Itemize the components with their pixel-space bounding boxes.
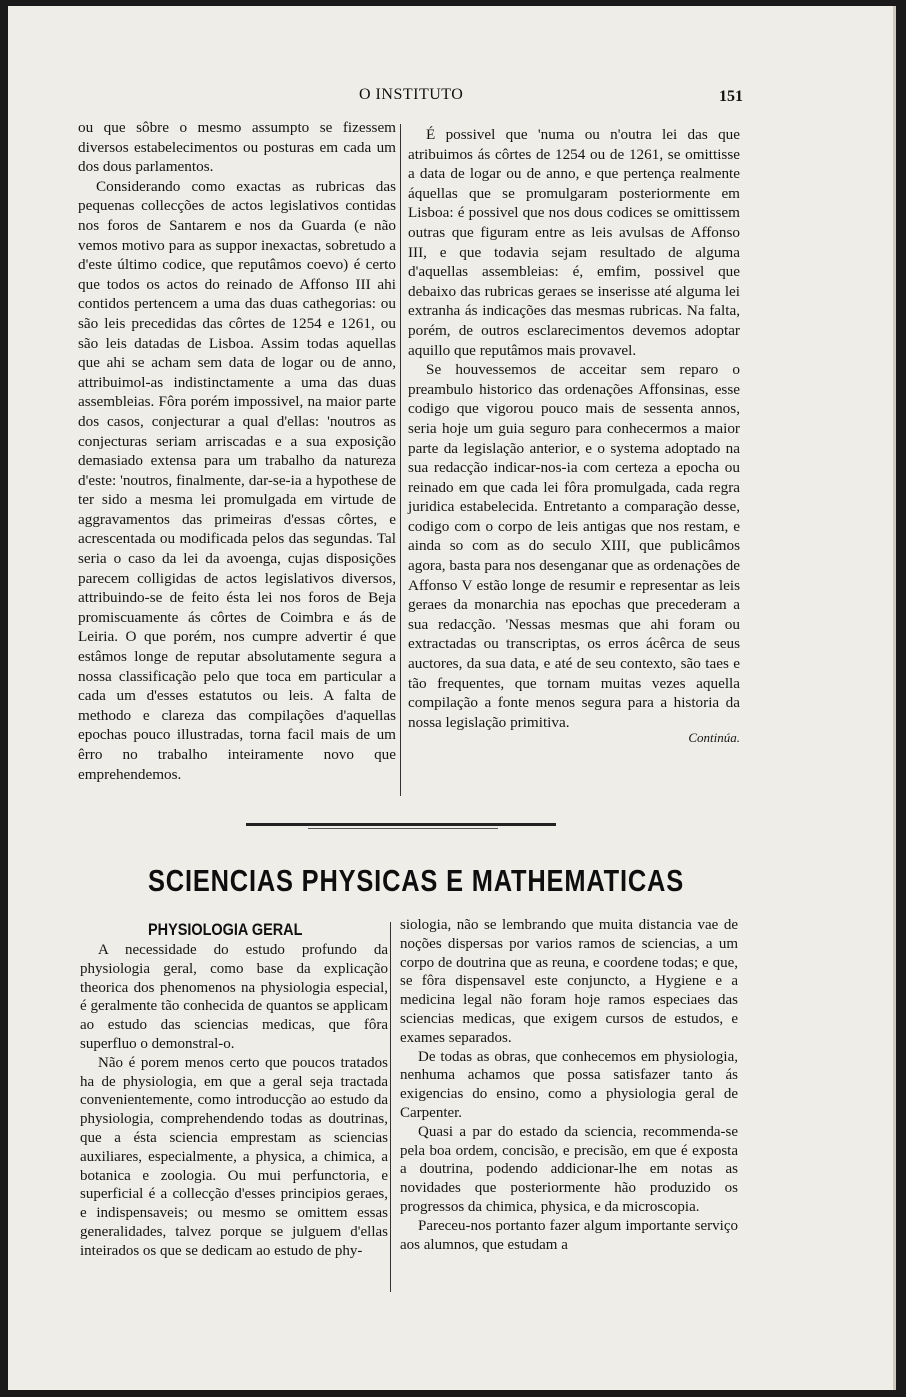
top-left-column [78, 118, 396, 798]
journal-page [8, 6, 896, 1390]
bottom-right-column [400, 916, 738, 1296]
page-edge [893, 6, 896, 1390]
paragraph: De todas as obras, que conhecemos em physiologia, nenhuma achamos que possa satisfazer tanto ás exigencias do ensino, como a physiologia geral de Carpenter. [400, 1048, 738, 1121]
page-number: 151 [719, 88, 743, 105]
section-rule [246, 823, 556, 826]
section-title: SCIENCIAS PHYSICAS E MATHEMATICAS [148, 863, 684, 898]
paragraph: Considerando como exactas as rubricas das pequenas collecções de actos legislativos contidas nos foros de Santarem e nos da Guarda (e não vemos motivo para as suppor inexactas, sobretudo a d'este último codice, que reputâmos coevo) é certo que todos os actos do reinado de Affonso III ahi contidos pertencem a uma das duas cathegorias: ou são leis precedidas das côrtes de 1254 e 1261, ou são leis datadas de Lisboa. Assim todas aquellas que ahi se acham sem data de logar ou de anno, attribuimol-as indistinctamente a uma das duas assembleias. Fôra porém impossivel, na maior parte dos casos, conjecturar a qual d'ellas: 'noutros as conjecturas seriam arriscadas e a sua exposição demasiado extensa para um trabalho da natureza d'este: 'noutros, finalmente, dar-se-ia a hypothese de ter sido a mesma lei promulgada em virtude de aggravamentos das primeiras d'essas côrtes, e acrescentada ou modificada pelos das segundas. Tal seria o caso da lei da avoenga, cujas disposições parecem colligidas de actos legislativos diversos, attribuindo-se de feito ésta lei nos foros de Beja promiscuamente ás côrtes de Coimbra e ás de Leiria. O que porém, nos cumpre advertir é que estâmos longe de reputar absolutamente segura a nossa classificação pelo que toca em particular a cada um d'esses estatutos ou leis. A falta de methodo e clareza das compilações d'aquellas epochas pouco illustradas, torna facil mais de um êrro no trabalho inteiramente novo que emprehendemos. [78, 177, 396, 783]
running-header-title: O INSTITUTO [359, 86, 464, 103]
continuation-note: Continúa. [688, 730, 740, 746]
paragraph: Quasi a par do estado da sciencia, recommenda-se pela boa ordem, concisão, e precisão, em que é exposta a doutrina, podendo addicionar-lhe em notas as novidades que posteriormente hão produzido os progressos da chimica, physica, e da microscopia. [400, 1123, 738, 1215]
paragraph: Não é porem menos certo que poucos tratados ha de physiologia, em que a geral seja tractada convenientemente, como introducção ao estudo da physiologia, comprehendendo todas as doutrinas, que a ésta sciencia emprestam as sciencias auxiliares, especialmente, a physica, a chimica, a botanica e zoologia. Ou mui perfunctoria, e superficial é a collecção d'esses principios geraes, e indispensaveis; ou mesmo se omittem essas generalidades, talvez porque se julguem d'ellas inteirados os que se dedicam ao estudo de phy- [80, 1054, 388, 1259]
paragraph: siologia, não se lembrando que muita distancia vae de noções dispersas por varios ramos de sciencias, a um corpo de doutrina que as reuna, e coordene todas; e que, se fôra dispensavel este conjuncto, a Hygiene e a medicina legal não foram hoje ramos especiaes das sciencias medicas, que exigem cursos de estudos, e exames separados. [400, 917, 738, 1046]
bottom-left-column [80, 941, 388, 1291]
paragraph: Se houvessemos de acceitar sem reparo o preambulo historico das ordenações Affonsinas, esse codigo que vigorou pouco mais de sessenta annos, seria hoje um guia seguro para conhecermos a maior parte da legislação anterior, e o systema adoptado na sua redacção indicar-nos-ia com certeza a epocha ou reinado em que cada lei fôra promulgada, cada regra juridica estabelecida. Entretanto a comparação desse, codigo com o corpo de leis antigas que nos restam, e ainda so com as do seculo XIII, que publicâmos agora, basta para nos desenganar que as ordenações de Affonso V estão longe de resumir e representar as leis geraes da monarchia nas epochas que precederam a sua redacção. 'Nessas mesmas que ahi foram ou extractadas ou transcriptas, os erros ácêrca de seus auctores, da sua data, e até de seu contexto, são taes e tão frequentes, que tornam muitas vezes aquella compilação a fonte menos segura para a historia da nossa legislação primitiva. [408, 361, 740, 731]
paragraph: ou que sôbre o mesmo assumpto se fizessem diversos estabelecimentos ou posturas em cada um dos dous parlamentos. [78, 119, 396, 176]
paragraph: A necessidade do estudo profundo da physiologia geral, como base da explicação theorica dos phenomenos na physiologia especial, é geralmente tão conhecida de quantos se applicam ao estudo das sciencias medicas, que fôra superfluo o demonstral-o. [80, 942, 388, 1052]
column-divider [390, 922, 391, 1292]
column-divider [400, 124, 401, 796]
section-rule-thin [308, 828, 498, 829]
subsection-title: PHYSIOLOGIA GERAL [148, 920, 303, 939]
paragraph: Pareceu-nos portanto fazer algum importante serviço aos alumnos, que estudam a [400, 1217, 738, 1253]
paragraph: É possivel que 'numa ou n'outra lei das que atribuimos ás côrtes de 1254 ou de 1261, se omittisse a data de logar ou de anno, e que pertença realmente áquellas que se promulgaram posteriormente em Lisboa: é possivel que nos dous codices se omittissem outras que figuram entre as leis avulsas de Affonso III, e que todavia sejam resultado de alguma d'aquellas assembleias: é, emfim, possivel que debaixo das rubricas geraes se inserisse até alguma lei extranha ás indicações das mesmas rubricas. Na falta, porém, de outros esclarecimentos devemos adoptar aquillo que reputâmos mais provavel. [408, 126, 740, 359]
top-right-column [408, 125, 740, 805]
